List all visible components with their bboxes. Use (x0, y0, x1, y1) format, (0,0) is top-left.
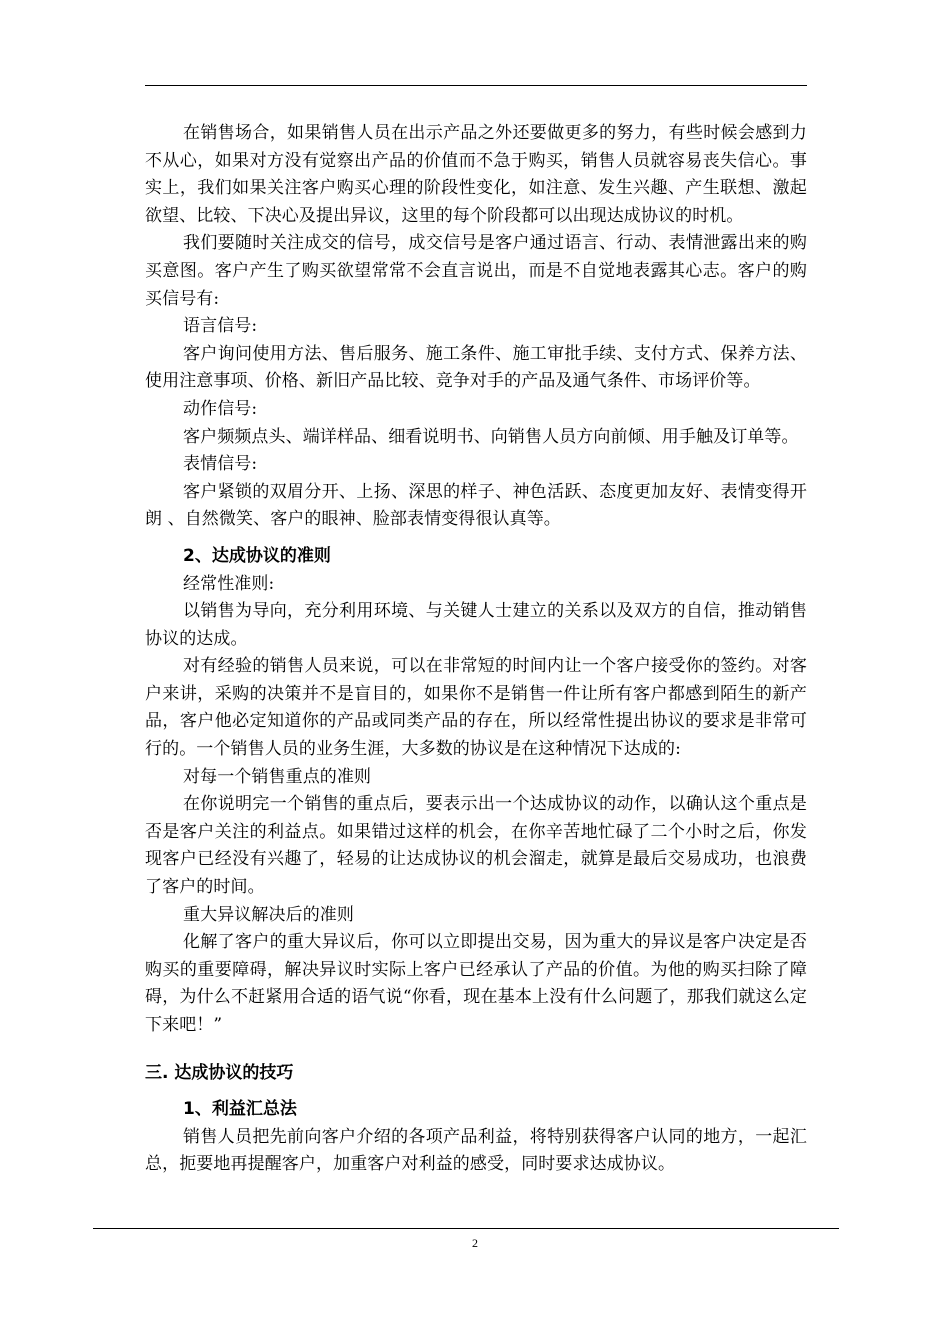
paragraph: 销售人员把先前向客户介绍的各项产品利益，将特别获得客户认同的地方，一起汇总，扼要地再提醒客户，加重客户对利益的感受，同时要求达成协议。 (145, 1126, 807, 1175)
paragraph: 对有经验的销售人员来说，可以在非常短的时间内让一个客户接受你的签约。对客户来讲，采购的决策并不是盲目的，如果你不是销售一件让所有客户都感到陌生的新产品，客户他必定知道你的产品或同类产品的存在，所以经常性提出协议的要求是非常可行的。一个销售人员的业务生涯，大多数的协议是在这种情况下达成的: (145, 656, 807, 760)
paragraph: 动作信号: (183, 398, 258, 419)
paragraph: 重大异议解决后的准则 (183, 904, 354, 925)
paragraph: 以销售为导向，充分利用环境、与关键人士建立的关系以及双方的自信，推动销售协议的达成。 (145, 601, 807, 649)
section-heading: 2、达成协议的准则 (183, 545, 331, 566)
page-body (145, 120, 807, 1179)
paragraph: 表情信号: (183, 454, 258, 475)
paragraph: 对每一个销售重点的准则 (183, 766, 372, 787)
paragraph: 客户紧锁的双眉分开、上扬、深思的样子、神色活跃、态度更加友好、表情变得开朗 、自然微笑、客户的眼神、脸部表情变得很认真等。 (145, 481, 807, 530)
paragraph: 经常性准则: (183, 573, 275, 594)
paragraph: 化解了客户的重大异议后，你可以立即提出交易，因为重大的异议是客户决定是否购买的重要障碍，解决异议时实际上客户已经承认了产品的价值。为他的购买扫除了障碍，为什么不赶紧用合适的语气说“你看，现在基本上没有什么问题了，那我们就这么定下来吧！” (145, 932, 807, 1035)
header-rule (145, 85, 807, 86)
paragraph: 客户频频点头、端详样品、细看说明书、向销售人员方向前倾、用手触及订单等。 (183, 426, 799, 447)
paragraph: 语言信号: (183, 316, 258, 337)
paragraph: 在销售场合，如果销售人员在出示产品之外还要做更多的努力，有些时候会感到力不从心，如果对方没有觉察出产品的价值而不急于购买，销售人员就容易丧失信心。事实上，我们如果关注客户购买心理的阶段性变化，如注意、发生兴趣、产生联想、激起欲望、比较、下决心及提出异议，这里的每个阶段都可以出现达成协议的时机。 (145, 123, 807, 226)
footer-rule (93, 1228, 839, 1229)
paragraph: 我们要随时关注成交的信号，成交信号是客户通过语言、行动、表情泄露出来的购买意图。客户产生了购买欲望常常不会直言说出，而是不自觉地表露其心志。客户的购买信号有: (145, 233, 807, 309)
chapter-heading: 三. 达成协议的技巧 (145, 1062, 294, 1083)
paragraph: 客户询问使用方法、售后服务、施工条件、施工审批手续、支付方式、保养方法、使用注意事项、价格、新旧产品比较、竞争对手的产品及通气条件、市场评价等。 (145, 343, 807, 392)
page-number: 2 (472, 1236, 478, 1250)
section-heading: 1、利益汇总法 (183, 1099, 297, 1120)
paragraph: 在你说明完一个销售的重点后，要表示出一个达成协议的动作，以确认这个重点是否是客户关注的利益点。如果错过这样的机会，在你辛苦地忙碌了二个小时之后，你发现客户已经没有兴趣了，轻易的让达成协议的机会溜走，就算是最后交易成功，也浪费了客户的时间。 (145, 794, 807, 898)
